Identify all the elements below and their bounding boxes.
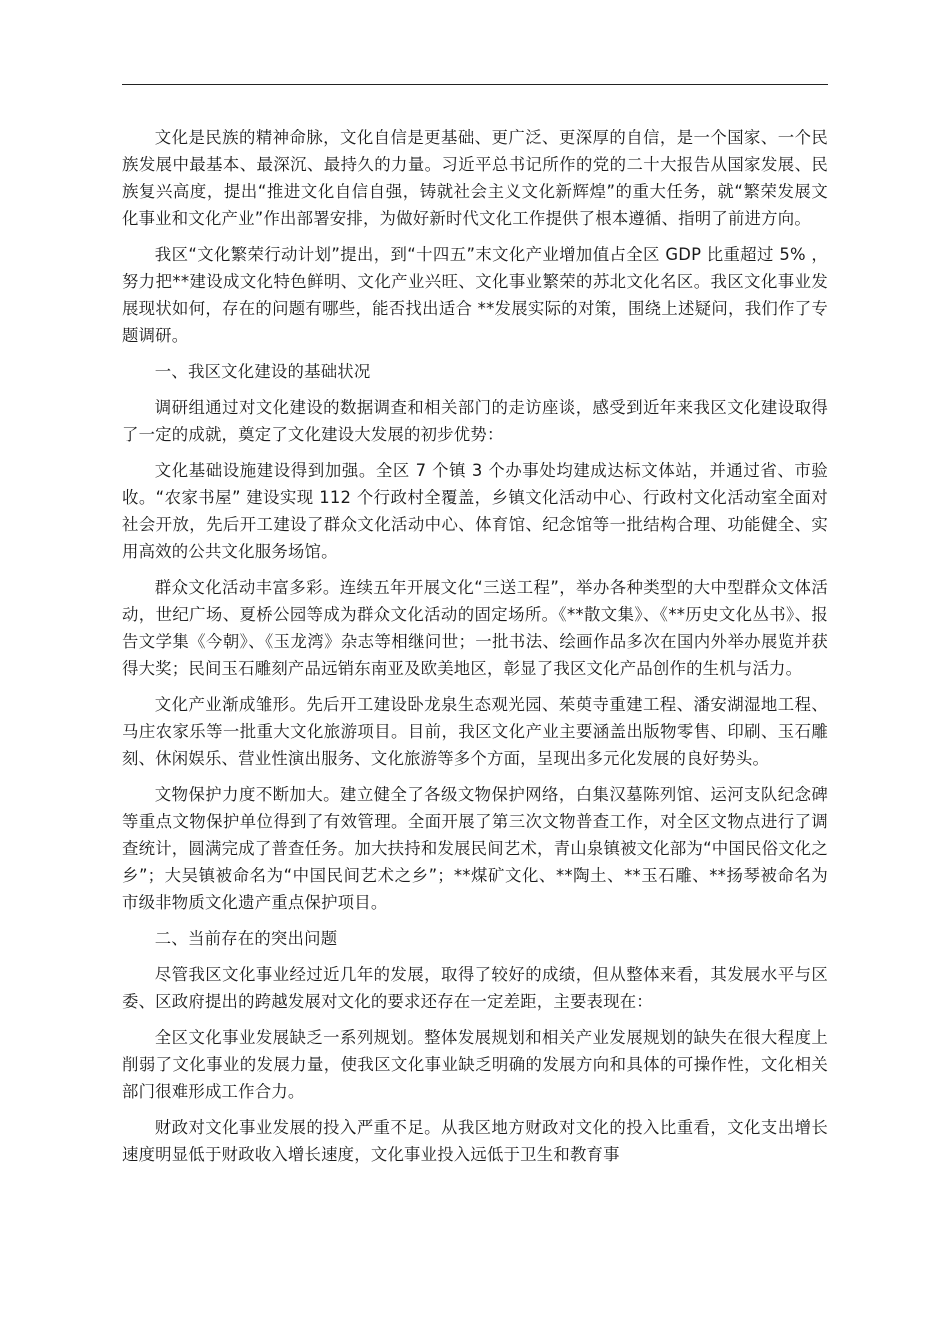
paragraph-problems-intro: 尽管我区文化事业经过近几年的发展，取得了较好的成绩，但从整体来看，其发展水平与区委、区政府提出的跨越发展对文化的要求还存在一定差距，主要表现在： xyxy=(122,965,828,1011)
section-heading-2: 二、当前存在的突出问题 xyxy=(154,929,338,948)
header-rule xyxy=(122,84,828,85)
paragraph-survey: 调研组通过对文化建设的数据调查和相关部门的走访座谈，感受到近年来我区文化建设取得了一定的成就，奠定了文化建设大发展的初步优势： xyxy=(122,398,828,444)
paragraph-industry: 文化产业渐成雏形。先后开工建设卧龙泉生态观光园、茱萸寺重建工程、潘安湖湿地工程、马庄农家乐等一批重大文化旅游项目。目前，我区文化产业主要涵盖出版物零售、印刷、玉石雕刻、休闲娱乐、营业性演出服务、文化旅游等多个方面，呈现出多元化发展的良好势头。 xyxy=(122,695,828,768)
paragraph-funding: 财政对文化事业发展的投入严重不足。从我区地方财政对文化的投入比重看，文化支出增长速度明显低于财政收入增长速度，文化事业投入远低于卫生和教育事 xyxy=(122,1118,828,1164)
paragraph-planning-lack: 全区文化事业发展缺乏一系列规划。整体发展规划和相关产业发展规划的缺失在很大程度上削弱了文化事业的发展力量，使我区文化事业缺乏明确的发展方向和具体的可操作性，文化相关部门很难形成工作合力。 xyxy=(122,1028,828,1101)
paragraph-activities: 群众文化活动丰富多彩。连续五年开展文化“三送工程”，举办各种类型的大中型群众文体活动，世纪广场、夏桥公园等成为群众文化活动的固定场所。《**散文集》、《**历史文化丛书》、报告文学集《今朝》、《玉龙湾》杂志等相继问世；一批书法、绘画作品多次在国内外举办展览并获得大奖；民间玉石雕刻产品远销东南亚及欧美地区，彰显了我区文化产品创作的生机与活力。 xyxy=(122,578,828,678)
paragraph-plan: 我区“文化繁荣行动计划”提出，到“十四五”末文化产业增加值占全区 GDP 比重超过 5% ，努力把**建设成文化特色鲜明、文化产业兴旺、文化事业繁荣的苏北文化名区。我区文化事业发展现状如何，存在的问题有哪些，能否找出适合 **发展实际的对策，围绕上述疑问，我们作了专题调研。 xyxy=(122,245,828,345)
paragraph-intro: 文化是民族的精神命脉，文化自信是更基础、更广泛、更深厚的自信，是一个国家、一个民族发展中最基本、最深沉、最持久的力量。习近平总书记所作的党的二十大报告从国家发展、民族复兴高度，提出“推进文化自信自强，铸就社会主义文化新辉煌”的重大任务，就“繁荣发展文化事业和文化产业”作出部署安排，为做好新时代文化工作提供了根本遵循、指明了前进方向。 xyxy=(122,128,828,228)
section-heading-1: 一、我区文化建设的基础状况 xyxy=(154,362,371,381)
document-body xyxy=(122,124,828,1177)
paragraph-infrastructure: 文化基础设施建设得到加强。全区 7 个镇 3 个办事处均建成达标文体站，并通过省、市验收。“农家书屋” 建设实现 112 个行政村全覆盖，乡镇文化活动中心、行政村文化活动室全面对社会开放，先后开工建设了群众文化活动中心、体育馆、纪念馆等一批结构合理、功能健全、实用高效的公共文化服务场馆。 xyxy=(122,461,828,561)
paragraph-relics: 文物保护力度不断加大。建立健全了各级文物保护网络，白集汉墓陈列馆、运河支队纪念碑等重点文物保护单位得到了有效管理。全面开展了第三次文物普查工作，对全区文物点进行了调查统计，圆满完成了普查任务。加大扶持和发展民间艺术，青山泉镇被文化部为“中国民俗文化之乡”；大吴镇被命名为“中国民间艺术之乡”；**煤矿文化、**陶土、**玉石雕、**扬琴被命名为市级非物质文化遗产重点保护项目。 xyxy=(122,785,828,912)
